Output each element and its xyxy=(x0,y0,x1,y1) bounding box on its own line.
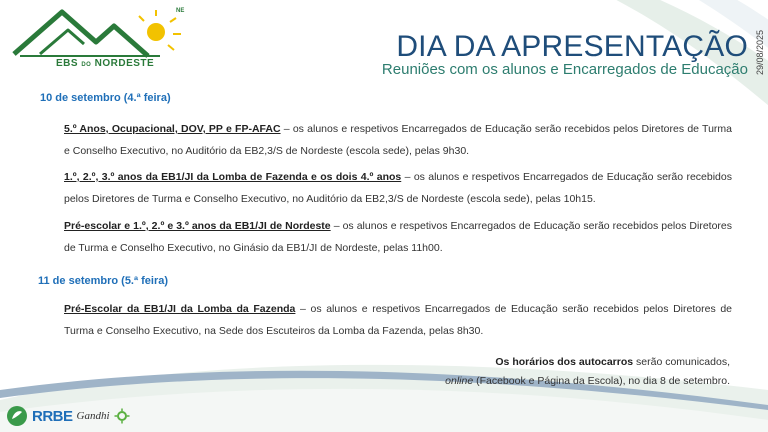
schedule-item-lead: 5.º Anos, Ocupacional, DOV, PP e FP-AFAC xyxy=(64,123,281,135)
schedule-item-text: – os alunos e respetivos Encarregados de Educação serão recebidos pelos Diretores de Turma e Conselho Executivo, no Ginásio da EB1/JI de Nordeste, pelas 11h00. xyxy=(64,220,732,254)
note-italic: online xyxy=(445,375,474,387)
school-logo xyxy=(10,4,185,74)
logo-text xyxy=(56,58,154,69)
rrbe-logo: RRBE xyxy=(32,407,73,425)
schedule-item-lead: Pré-Escolar da EB1/JI da Lomba da Fazenda xyxy=(64,303,296,315)
logo-brand: EBS xyxy=(56,58,79,69)
schedule-item-lead: 1.º, 2.º, 3.º anos da EB1/JI da Lomba de Fazenda e os dois 4.º anos xyxy=(64,171,402,183)
page-title: DIA DA APRESENTAÇÃO xyxy=(396,30,748,63)
schedule-item xyxy=(64,298,732,342)
sun-logo-icon xyxy=(114,408,130,424)
bus-schedule-note xyxy=(310,353,730,391)
schedule-item-text: – os alunos e respetivos Encarregados de Educação serão recebidos pelos Diretores de Turma e Conselho Executivo, no Auditório da EB2,3/S de Nordeste (escola sede), pelas 9h30. xyxy=(64,123,732,157)
section-heading-day1: 10 de setembro (4.ª feira) xyxy=(40,92,171,104)
schedule-item xyxy=(64,215,732,259)
mountains-sun-icon xyxy=(10,4,185,60)
logo-brand-small: DO xyxy=(81,62,92,68)
partner-logos xyxy=(6,404,130,428)
section-heading-day2: 11 de setembro (5.ª feira) xyxy=(38,275,169,287)
note-bold: Os horários dos autocarros xyxy=(495,356,634,368)
gandhi-logo: Gandhi xyxy=(76,410,110,422)
note-text-2: (Facebook e Página da Escola), no dia 8 de setembro. xyxy=(473,375,730,387)
logo-badge: NE xyxy=(176,8,185,14)
schedule-item xyxy=(64,166,732,210)
schedule-item xyxy=(64,118,732,162)
note-text-1: serão comunicados, xyxy=(633,356,730,368)
schedule-item-text: – os alunos e respetivos Encarregados de Educação serão recebidos pelos Diretores de Turma e Conselho Executivo, na Sede dos Escuteiros da Lomba da Fazenda, pelas 8h30. xyxy=(64,303,733,337)
slide-date: 29/08/2025 xyxy=(755,30,765,76)
schedule-item-text: – os alunos e respetivos Encarregados de Educação serão recebidos pelos Diretores de Turma e Conselho Executivo, no Auditório da EB2,3/S de Nordeste (escola sede), pelas 10h15. xyxy=(64,171,732,205)
logo-brand-place: NORDESTE xyxy=(94,58,155,69)
eco-escolas-icon xyxy=(6,405,28,427)
page-subtitle: Reuniões com os alunos e Encarregados de Educação xyxy=(381,61,748,78)
schedule-item-lead: Pré-escolar e 1.º, 2.º e 3.º anos da EB1/JI de Nordeste xyxy=(64,220,331,232)
